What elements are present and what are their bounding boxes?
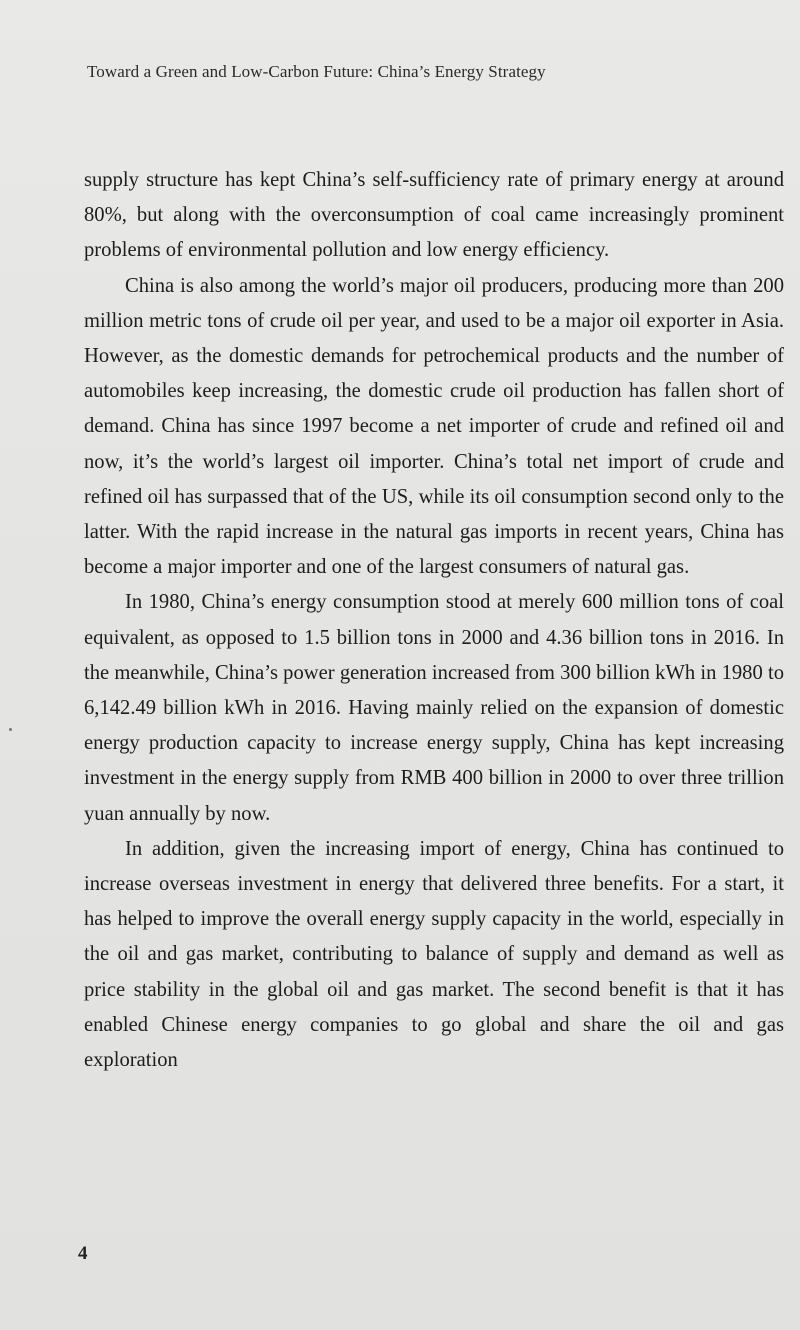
paragraph-overseas-investment: In addition, given the increasing import of energy, China has continued to increase overseas investment in energy that delivered three benefits. For a start, it has helped to improve the overall energy supply capacity in the world, especially in the oil and gas market, contributing to balance of supply and demand as well as price stability in the global oil and gas market. The second benefit is that it has enabled Chinese energy companies to go global and share the oil and gas exploration: [84, 837, 784, 1072]
paragraph-energy-consumption: In 1980, China’s energy consumption stood at merely 600 million tons of coal equivalent, as opposed to 1.5 billion tons in 2000 and 4.36 billion tons in 2016. In the meanwhile, China’s power generation increased from 300 billion kWh in 1980 to 6,142.49 billion kWh in 2016. Having mainly relied on the expansion of domestic energy production capacity to increase energy supply, China has kept increasing investment in the energy supply from RMB 400 billion in 2000 to over three trillion yuan annually by now.: [84, 591, 784, 825]
paragraph-continued: supply structure has kept China’s self-sufficiency rate of primary energy at around 80%, but along with the overconsumption of coal came increasingly prominent problems of environmental pollution and low energy efficiency.: [84, 169, 784, 262]
page-number: 4: [78, 1243, 88, 1264]
paragraph-oil-production: China is also among the world’s major oil producers, producing more than 200 million metric tons of crude oil per year, and used to be a major oil exporter in Asia. However, as the domestic demands for petrochemical products and the number of automobiles keep increasing, the domestic crude oil production has fallen short of demand. China has since 1997 become a net importer of crude and refined oil and now, it’s the world’s largest oil importer. China’s total net import of crude and refined oil has surpassed that of the US, while its oil consumption second only to the latter. With the rapid increase in the natural gas imports in recent years, China has become a major importer and one of the largest consumers of natural gas.: [84, 274, 784, 579]
body-text: [84, 163, 784, 1078]
running-header: Toward a Green and Low-Carbon Future: China’s Energy Strategy: [87, 62, 546, 81]
margin-speck: [9, 728, 12, 731]
